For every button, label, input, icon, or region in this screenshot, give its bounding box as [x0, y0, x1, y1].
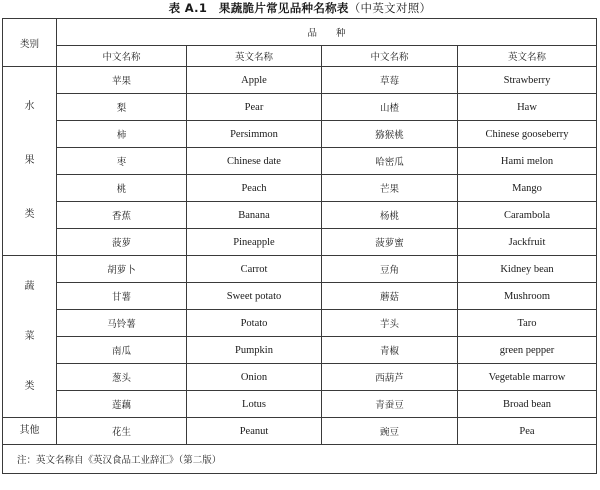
- category-char: 水: [24, 101, 35, 112]
- table-row: [3, 337, 597, 364]
- cn-name-cell: 莲藕: [57, 391, 187, 418]
- en-name-cell: Lotus: [187, 391, 322, 418]
- cn-name-cell: 柿: [57, 121, 187, 148]
- en-name-cell: Vegetable marrow: [458, 364, 597, 391]
- footnote: 注：英文名称自《英汉食品工业辞汇》（第二版）: [3, 445, 597, 474]
- table-row: [3, 364, 597, 391]
- cn-name-cell: 猕猴桃: [322, 121, 458, 148]
- en-name-cell: Pea: [458, 418, 597, 445]
- category-char: 类: [24, 380, 35, 392]
- note-row: [3, 445, 597, 474]
- table-body: [3, 19, 597, 474]
- cn-name-cell: 梨: [57, 94, 187, 121]
- cn-name-cell: 杨桃: [322, 202, 458, 229]
- category-char: 果: [24, 155, 35, 166]
- cn-name-cell: 豌豆: [322, 418, 458, 445]
- cn-name-cell: 苹果: [57, 67, 187, 94]
- table-row: [3, 256, 597, 283]
- cn-name-cell: 哈密瓜: [322, 148, 458, 175]
- table-row: [3, 175, 597, 202]
- cn-name-cell: 胡萝卜: [57, 256, 187, 283]
- table-title: [0, 0, 600, 16]
- header-cn-name-1: 中文名称: [57, 46, 187, 67]
- cn-name-cell: 山楂: [322, 94, 458, 121]
- table-row: [3, 391, 597, 418]
- en-name-cell: green pepper: [458, 337, 597, 364]
- table-title-sub: （中英文对照）: [348, 1, 432, 15]
- cn-name-cell: 甘薯: [57, 283, 187, 310]
- table-title-main: 表 A.1 果蔬脆片常见品种名称表: [168, 1, 349, 15]
- header-category: 类别: [3, 19, 57, 67]
- table-row: [3, 148, 597, 175]
- cn-name-cell: 香蕉: [57, 202, 187, 229]
- table-row: [3, 202, 597, 229]
- en-name-cell: Sweet potato: [187, 283, 322, 310]
- cn-name-cell: 葱头: [57, 364, 187, 391]
- en-name-cell: Potato: [187, 310, 322, 337]
- header-varieties: 品 种: [57, 19, 597, 46]
- cn-name-cell: 青蚕豆: [322, 391, 458, 418]
- en-name-cell: Hami melon: [458, 148, 597, 175]
- en-name-cell: Kidney bean: [458, 256, 597, 283]
- en-name-cell: Peach: [187, 175, 322, 202]
- en-name-cell: Chinese gooseberry: [458, 121, 597, 148]
- en-name-cell: Carambola: [458, 202, 597, 229]
- table-row: [3, 418, 597, 445]
- cn-name-cell: 菠萝: [57, 229, 187, 256]
- en-name-cell: Banana: [187, 202, 322, 229]
- en-name-cell: Haw: [458, 94, 597, 121]
- cn-name-cell: 花生: [57, 418, 187, 445]
- cn-name-cell: 马铃薯: [57, 310, 187, 337]
- en-name-cell: Persimmon: [187, 121, 322, 148]
- table-row: [3, 229, 597, 256]
- table-row: [3, 310, 597, 337]
- category-cell: [3, 67, 57, 256]
- cn-name-cell: 蘑菇: [322, 283, 458, 310]
- category-char: 菜: [24, 330, 35, 342]
- header-cn-name-2: 中文名称: [322, 46, 458, 67]
- en-name-cell: Taro: [458, 310, 597, 337]
- category-cell: [3, 256, 57, 418]
- category-char: 蔬: [24, 280, 35, 292]
- en-name-cell: Peanut: [187, 418, 322, 445]
- category-char: 类: [24, 209, 35, 220]
- en-name-cell: Broad bean: [458, 391, 597, 418]
- category-cell: [3, 418, 57, 445]
- cn-name-cell: 枣: [57, 148, 187, 175]
- table-row: [3, 283, 597, 310]
- en-name-cell: Carrot: [187, 256, 322, 283]
- cn-name-cell: 桃: [57, 175, 187, 202]
- header-en-name-1: 英文名称: [187, 46, 322, 67]
- en-name-cell: Mango: [458, 175, 597, 202]
- cn-name-cell: 豆角: [322, 256, 458, 283]
- cn-name-cell: 芒果: [322, 175, 458, 202]
- cn-name-cell: 青椒: [322, 337, 458, 364]
- varieties-table: [2, 18, 597, 474]
- table-row: [3, 67, 597, 94]
- cn-name-cell: 菠萝蜜: [322, 229, 458, 256]
- en-name-cell: Pineapple: [187, 229, 322, 256]
- table-row: [3, 121, 597, 148]
- cn-name-cell: 西葫芦: [322, 364, 458, 391]
- header-en-name-2: 英文名称: [458, 46, 597, 67]
- header-row-2: [3, 46, 597, 67]
- en-name-cell: Pumpkin: [187, 337, 322, 364]
- cn-name-cell: 草莓: [322, 67, 458, 94]
- en-name-cell: Pear: [187, 94, 322, 121]
- cn-name-cell: 芋头: [322, 310, 458, 337]
- table-row: [3, 94, 597, 121]
- cn-name-cell: 南瓜: [57, 337, 187, 364]
- en-name-cell: Strawberry: [458, 67, 597, 94]
- header-row-1: [3, 19, 597, 46]
- en-name-cell: Chinese date: [187, 148, 322, 175]
- en-name-cell: Onion: [187, 364, 322, 391]
- en-name-cell: Mushroom: [458, 283, 597, 310]
- en-name-cell: Jackfruit: [458, 229, 597, 256]
- category-char: 其他: [19, 425, 40, 436]
- en-name-cell: Apple: [187, 67, 322, 94]
